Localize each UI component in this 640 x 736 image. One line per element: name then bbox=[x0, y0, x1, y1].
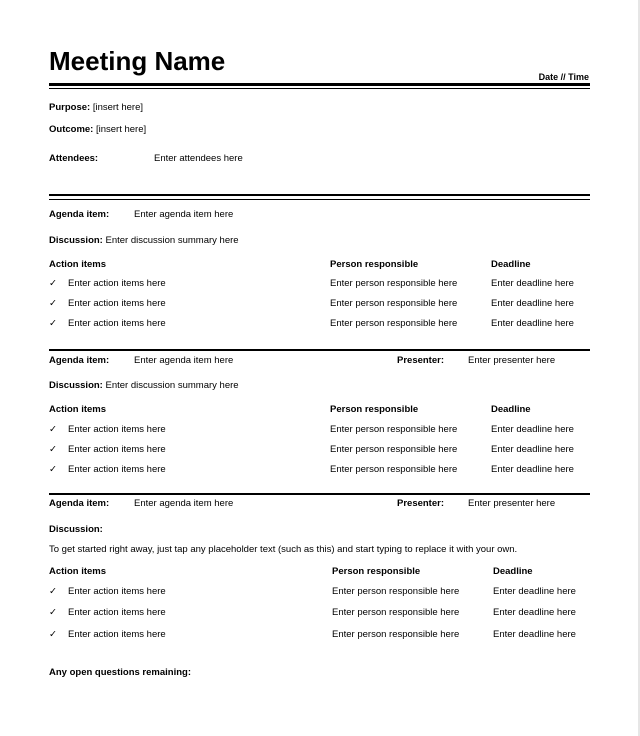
action-item[interactable]: Enter action items here bbox=[68, 629, 166, 640]
person-responsible[interactable]: Enter person responsible here bbox=[330, 464, 458, 475]
check-icon: ✓ bbox=[49, 424, 57, 435]
deadline[interactable]: Enter deadline here bbox=[491, 464, 574, 475]
col-deadline-header: Deadline bbox=[491, 259, 531, 270]
col-person-header: Person responsible bbox=[332, 566, 421, 577]
presenter-value[interactable]: Enter presenter here bbox=[468, 498, 556, 509]
action-item[interactable]: Enter action items here bbox=[68, 586, 166, 597]
presenter-label: Presenter: bbox=[397, 498, 444, 509]
deadline[interactable]: Enter deadline here bbox=[491, 444, 574, 455]
section-divider-top-thin bbox=[49, 199, 590, 200]
deadline[interactable]: Enter deadline here bbox=[491, 424, 574, 435]
discussion-label: Discussion: bbox=[49, 524, 103, 535]
agenda-label: Agenda item: bbox=[49, 498, 110, 509]
action-item[interactable]: Enter action items here bbox=[68, 424, 166, 435]
section-divider-top-thick bbox=[49, 194, 590, 196]
person-responsible[interactable]: Enter person responsible here bbox=[332, 629, 460, 640]
deadline[interactable]: Enter deadline here bbox=[493, 629, 576, 640]
col-person-header: Person responsible bbox=[330, 259, 419, 270]
discussion-text[interactable]: To get started right away, just tap any placeholder text (such as this) and start typing to replace it with your own. bbox=[49, 544, 518, 555]
presenter-label: Presenter: bbox=[397, 355, 444, 366]
agenda-label: Agenda item: bbox=[49, 209, 110, 220]
presenter-value[interactable]: Enter presenter here bbox=[468, 355, 556, 366]
col-action-header: Action items bbox=[49, 404, 107, 415]
check-icon: ✓ bbox=[49, 607, 57, 618]
col-deadline-header: Deadline bbox=[493, 566, 533, 577]
action-item[interactable]: Enter action items here bbox=[68, 298, 166, 309]
person-responsible[interactable]: Enter person responsible here bbox=[330, 278, 458, 289]
agenda-value[interactable]: Enter agenda item here bbox=[134, 209, 234, 220]
person-responsible[interactable]: Enter person responsible here bbox=[332, 586, 460, 597]
check-icon: ✓ bbox=[49, 586, 57, 597]
person-responsible[interactable]: Enter person responsible here bbox=[330, 298, 458, 309]
purpose-line[interactable]: Purpose: [insert here] bbox=[49, 102, 143, 113]
col-deadline-header: Deadline bbox=[491, 404, 531, 415]
check-icon: ✓ bbox=[49, 464, 57, 475]
section-divider bbox=[49, 349, 590, 351]
date-time[interactable]: Date // Time bbox=[538, 72, 589, 82]
check-icon: ✓ bbox=[49, 278, 57, 289]
action-item[interactable]: Enter action items here bbox=[68, 318, 166, 329]
action-item[interactable]: Enter action items here bbox=[68, 607, 166, 618]
check-icon: ✓ bbox=[49, 318, 57, 329]
action-item[interactable]: Enter action items here bbox=[68, 464, 166, 475]
col-action-header: Action items bbox=[49, 566, 107, 577]
deadline[interactable]: Enter deadline here bbox=[491, 278, 574, 289]
col-person-header: Person responsible bbox=[330, 404, 419, 415]
section-divider bbox=[49, 493, 590, 495]
deadline[interactable]: Enter deadline here bbox=[491, 298, 574, 309]
agenda-value[interactable]: Enter agenda item here bbox=[134, 498, 234, 509]
deadline[interactable]: Enter deadline here bbox=[493, 586, 576, 597]
person-responsible[interactable]: Enter person responsible here bbox=[330, 444, 458, 455]
agenda-label: Agenda item: bbox=[49, 355, 110, 366]
attendees-value[interactable]: Enter attendees here bbox=[154, 153, 243, 164]
check-icon: ✓ bbox=[49, 629, 57, 640]
deadline[interactable]: Enter deadline here bbox=[491, 318, 574, 329]
person-responsible[interactable]: Enter person responsible here bbox=[330, 424, 458, 435]
person-responsible[interactable]: Enter person responsible here bbox=[332, 607, 460, 618]
col-action-header: Action items bbox=[49, 259, 107, 270]
header-rule-thin bbox=[49, 88, 590, 89]
discussion-line[interactable]: Discussion: Enter discussion summary here bbox=[49, 235, 239, 246]
check-icon: ✓ bbox=[49, 444, 57, 455]
outcome-line[interactable]: Outcome: [insert here] bbox=[49, 124, 147, 135]
deadline[interactable]: Enter deadline here bbox=[493, 607, 576, 618]
action-item[interactable]: Enter action items here bbox=[68, 444, 166, 455]
person-responsible[interactable]: Enter person responsible here bbox=[330, 318, 458, 329]
attendees-label: Attendees: bbox=[49, 153, 99, 164]
agenda-value[interactable]: Enter agenda item here bbox=[134, 355, 234, 366]
open-questions-label[interactable]: Any open questions remaining: bbox=[49, 667, 191, 678]
discussion-line[interactable]: Discussion: Enter discussion summary here bbox=[49, 380, 239, 391]
action-item[interactable]: Enter action items here bbox=[68, 278, 166, 289]
header-rule-thick bbox=[49, 83, 590, 86]
check-icon: ✓ bbox=[49, 298, 57, 309]
page-title[interactable]: Meeting Name bbox=[49, 46, 226, 76]
